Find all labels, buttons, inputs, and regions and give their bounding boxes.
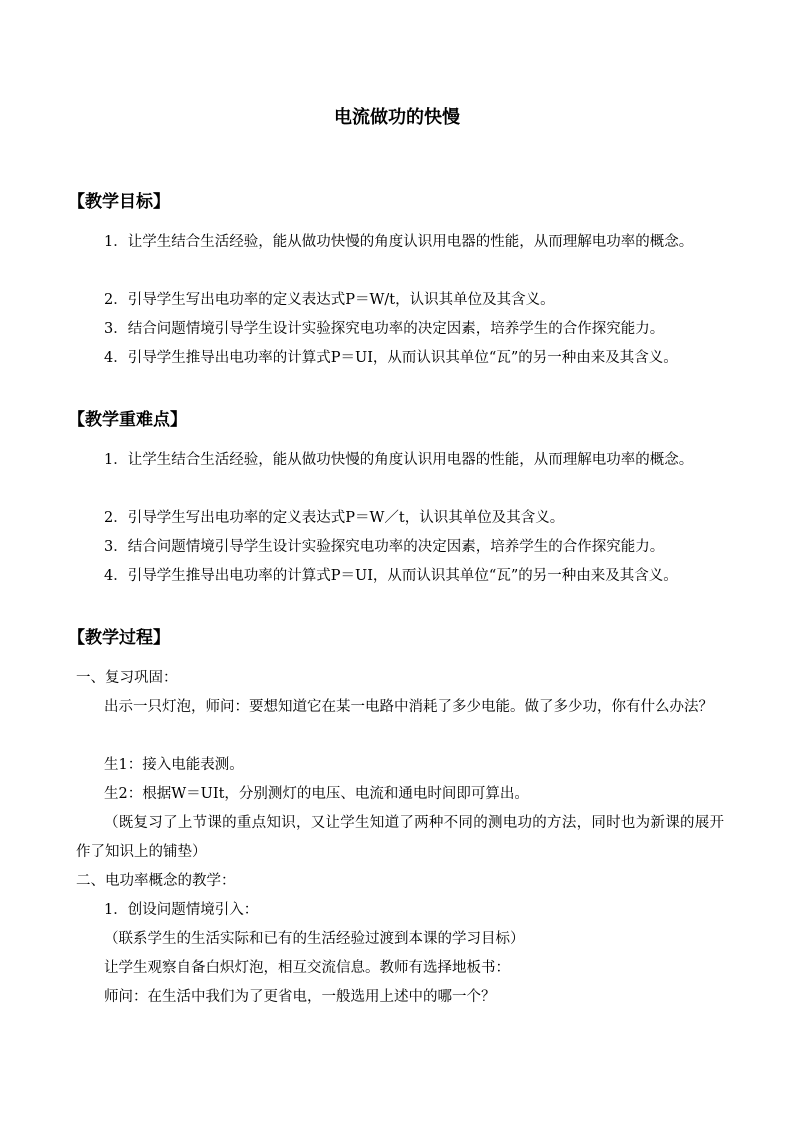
process-line-teacher-question: 出示一只灯泡，师问：要想知道它在某一电路中消耗了多少电能。做了多少功，你有什么办法？ xyxy=(104,699,713,715)
key-point-item-1: 1．让学生结合生活经验，能从做功快慢的角度认识用电器的性能，从而理解电功率的概念。 xyxy=(104,452,694,468)
process-line-student-1: 生1：接入电能表测。 xyxy=(104,757,244,773)
section-heading-goals: 【教学目标】 xyxy=(68,192,170,212)
goal-item-1: 1．让学生结合生活经验，能从做功快慢的角度认识用电器的性能，从而理解电功率的概念。 xyxy=(104,234,694,250)
key-point-item-2: 2．引导学生写出电功率的定义表达式P＝W／t，认识其单位及其含义。 xyxy=(104,510,565,526)
process-line-note: （既复习了上节课的重点知识，又让学生知道了两种不同的测电功的方法，同时也为新课的展开作了知识上的铺垫） xyxy=(76,815,724,860)
process-line-student-2: 生2：根据W＝UIt，分别测灯的电压、电流和通电时间即可算出。 xyxy=(104,786,529,802)
process-line-observe: 让学生观察自备白炽灯泡，相互交流信息。教师有选择地板书： xyxy=(104,960,510,976)
goal-item-4: 4．引导学生推导出电功率的计算式P＝UI，从而认识其单位“瓦”的另一种由来及其含义。 xyxy=(104,350,678,366)
process-step-heading-concept: 二、电功率概念的教学： xyxy=(76,873,236,889)
goal-item-2: 2．引导学生写出电功率的定义表达式P＝W/t，认识其单位及其含义。 xyxy=(104,292,555,308)
section-heading-key-points: 【教学重难点】 xyxy=(68,410,187,430)
process-line-question: 师问：在生活中我们为了更省电，一般选用上述中的哪一个？ xyxy=(104,989,496,1005)
key-point-item-4: 4．引导学生推导出电功率的计算式P＝UI，从而认识其单位“瓦”的另一种由来及其含义。 xyxy=(104,568,678,584)
key-point-item-3: 3．结合问题情境引导学生设计实验探究电功率的决定因素，培养学生的合作探究能力。 xyxy=(104,539,665,555)
process-line-context-note: （联系学生的生活实际和已有的生活经验过渡到本课的学习目标） xyxy=(104,931,525,947)
process-line-intro: 1．创设问题情境引入： xyxy=(104,902,259,918)
section-heading-process: 【教学过程】 xyxy=(68,628,170,648)
goal-item-3: 3．结合问题情境引导学生设计实验探究电功率的决定因素，培养学生的合作探究能力。 xyxy=(104,321,665,337)
document-title: 电流做功的快慢 xyxy=(334,107,460,128)
process-step-heading-review: 一、复习巩固： xyxy=(76,670,178,686)
